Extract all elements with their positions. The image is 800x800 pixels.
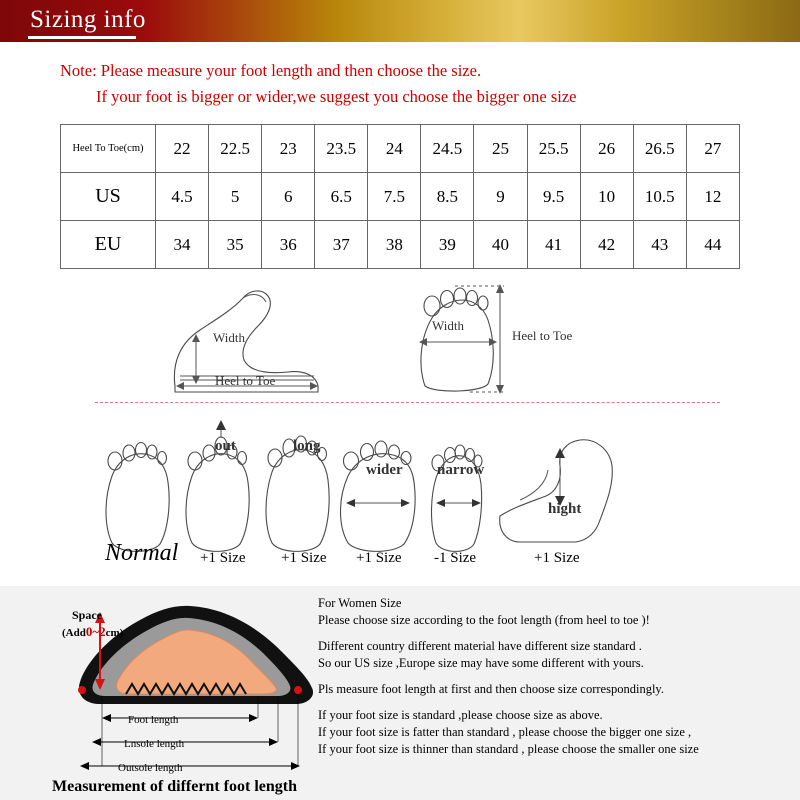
- note-line-1: Note: Please measure your foot length and then choose the size.: [60, 61, 482, 80]
- cell: 23: [262, 125, 315, 173]
- text-line-6: If your foot size is standard ,please choose size as above.: [318, 708, 603, 722]
- title-underline: [28, 36, 136, 39]
- text-line-2: Please choose size according to the foot length (from heel to toe )!: [318, 613, 650, 627]
- cell: 25.5: [527, 125, 580, 173]
- bottom-caption: Measurement of differnt foot length: [52, 778, 297, 795]
- row-header-us: US: [61, 173, 156, 221]
- cell: 5: [209, 173, 262, 221]
- add-value: 0~2: [85, 624, 106, 639]
- cell: 36: [262, 221, 315, 269]
- cell: 42: [580, 221, 633, 269]
- note-block: [60, 58, 750, 110]
- cell: 26.5: [633, 125, 686, 173]
- cell: 10: [580, 173, 633, 221]
- table-row: [61, 125, 740, 173]
- label-insole-length: Lnsole length: [124, 738, 185, 750]
- cell: 9.5: [527, 173, 580, 221]
- header-banner: [0, 0, 800, 42]
- cell: 4.5: [156, 173, 209, 221]
- cell: 40: [474, 221, 527, 269]
- size-table-wrapper: [60, 124, 740, 269]
- cell: 8.5: [421, 173, 474, 221]
- cell: 26: [580, 125, 633, 173]
- measurement-illustrations: [0, 268, 800, 408]
- cell: 10.5: [633, 173, 686, 221]
- row-header-heel-to-toe: Heel To Toe(cm): [61, 125, 156, 173]
- cell: 25: [474, 125, 527, 173]
- bottom-section: [0, 586, 800, 800]
- size-label-2: +1 Size: [281, 550, 327, 566]
- cell: 22: [156, 125, 209, 173]
- text-line-4: So our US size ,Europe size may have some different with yours.: [318, 656, 644, 670]
- add-text: (Add: [62, 627, 86, 639]
- cell: 41: [527, 221, 580, 269]
- label-wider: wider: [366, 462, 403, 478]
- size-label-3: +1 Size: [356, 550, 402, 566]
- label-space: Space: [72, 608, 102, 622]
- table-row: [61, 173, 740, 221]
- cell: 9: [474, 173, 527, 221]
- cell: 6: [262, 173, 315, 221]
- cell: 12: [686, 173, 739, 221]
- cell: 7.5: [368, 173, 421, 221]
- label-narrow: narrow: [437, 462, 485, 478]
- cell: 27: [686, 125, 739, 173]
- cell: 23.5: [315, 125, 368, 173]
- label-out: out: [215, 438, 236, 454]
- page-title: Sizing info: [30, 6, 146, 33]
- text-line-7: If your foot size is fatter than standard , please choose the bigger one size ,: [318, 725, 692, 739]
- label-outsole-length: Outsole length: [118, 762, 183, 774]
- size-label-4: -1 Size: [434, 550, 477, 566]
- size-label-normal: Normal: [105, 540, 179, 566]
- size-label-5: +1 Size: [534, 550, 580, 566]
- label-side-heel-to-toe: Heel to Toe: [215, 373, 276, 388]
- text-line-5: Pls measure foot length at first and then choose size correspondingly.: [318, 682, 664, 696]
- row-header-eu: EU: [61, 221, 156, 269]
- cell: 43: [633, 221, 686, 269]
- divider-dashed: [95, 402, 720, 403]
- cell: 35: [209, 221, 262, 269]
- cell: 39: [421, 221, 474, 269]
- size-table: [60, 124, 740, 269]
- cell: 37: [315, 221, 368, 269]
- cell: 34: [156, 221, 209, 269]
- text-line-8: If your foot size is thinner than standard , please choose the smaller one size: [318, 742, 699, 756]
- cell: 38: [368, 221, 421, 269]
- table-row: [61, 221, 740, 269]
- label-long: long: [293, 438, 321, 454]
- cell: 6.5: [315, 173, 368, 221]
- label-add-space: [62, 624, 123, 640]
- label-side-width: Width: [213, 330, 245, 345]
- size-label-1: +1 Size: [200, 550, 246, 566]
- label-hight: hight: [548, 501, 582, 517]
- cell: 24: [368, 125, 421, 173]
- cell: 44: [686, 221, 739, 269]
- note-line-2: If your foot is bigger or wider,we suggest you choose the bigger one size: [96, 87, 577, 106]
- text-line-1: For Women Size: [318, 596, 402, 610]
- cell: 24.5: [421, 125, 474, 173]
- text-line-3: Different country different material have different size standard .: [318, 639, 642, 653]
- bottom-text-column: [318, 596, 788, 768]
- foot-diagrams: [0, 268, 800, 588]
- label-top-width: Width: [432, 318, 464, 333]
- add-unit: cm): [105, 627, 124, 639]
- cell: 22.5: [209, 125, 262, 173]
- label-top-heel-to-toe: Heel to Toe: [512, 328, 573, 343]
- label-foot-length: Foot length: [128, 714, 179, 726]
